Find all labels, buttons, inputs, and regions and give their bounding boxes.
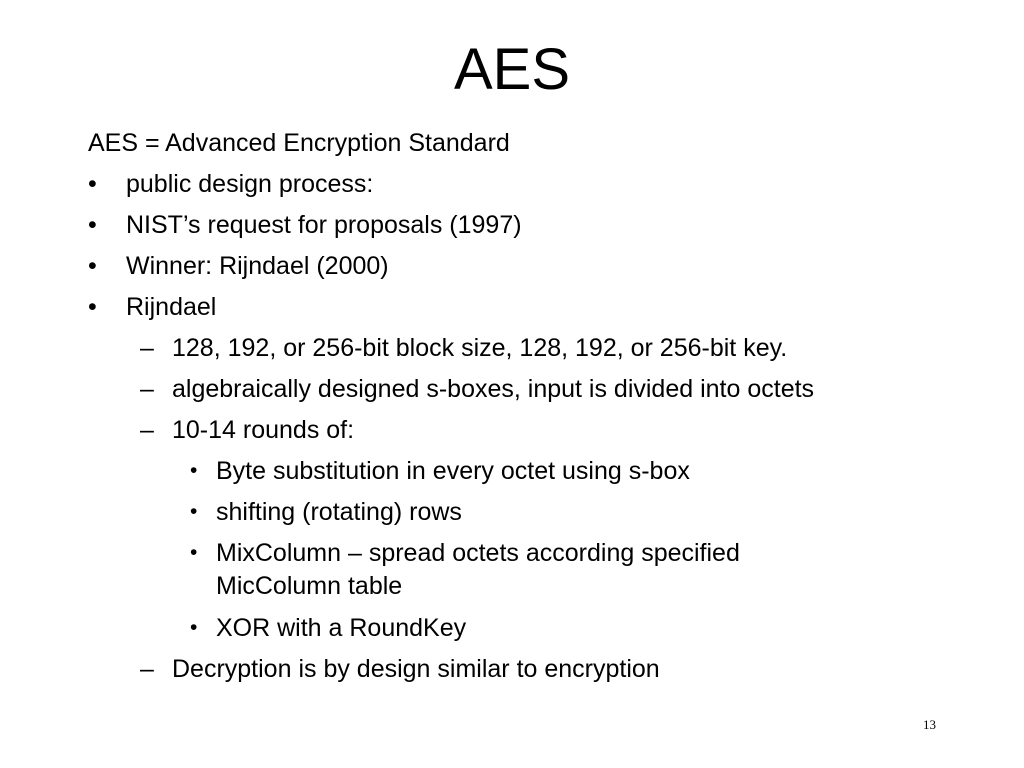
bullet-marker: • [88,252,97,280]
bullet-item: NIST’s request for proposals (1997) [126,211,522,239]
bullet-marker: • [190,541,198,564]
sub-sub-item-continued: MicColumn table [216,572,403,600]
sub-sub-item: XOR with a RoundKey [216,614,467,642]
bullet-item: public design process: [126,170,374,198]
bullet-marker: • [190,500,198,523]
dash-marker: – [140,375,154,403]
dash-marker: – [140,416,154,444]
bullet-marker: • [190,459,198,482]
bullet-marker: • [88,170,97,198]
sub-item: Decryption is by design similar to encryption [172,655,660,683]
dash-marker: – [140,655,154,683]
bullet-item: Rijndael [126,293,217,321]
bullet-marker: • [88,211,97,239]
sub-sub-item: Byte substitution in every octet using s-box [216,457,690,485]
sub-sub-item: shifting (rotating) rows [216,498,462,526]
sub-item: 128, 192, or 256-bit block size, 128, 192, or 256-bit key. [172,334,788,362]
sub-item: 10-14 rounds of: [172,416,355,444]
intro-text: AES = Advanced Encryption Standard [88,129,510,157]
dash-marker: – [140,334,154,362]
bullet-marker: • [190,616,198,639]
sub-item: algebraically designed s-boxes, input is divided into octets [172,375,815,403]
slide-title: AES [453,37,571,102]
page-number: 13 [923,717,936,732]
bullet-item: Winner: Rijndael (2000) [126,252,389,280]
bullet-marker: • [88,293,97,321]
sub-sub-item: MixColumn – spread octets according specified [216,539,740,567]
